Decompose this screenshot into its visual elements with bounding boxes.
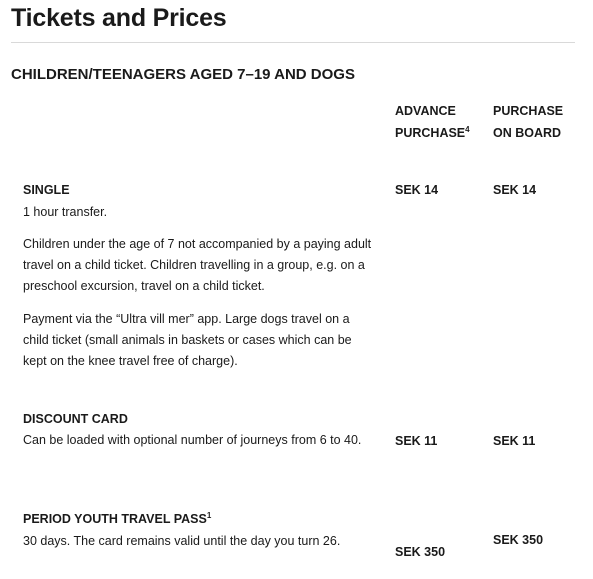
column-header-onboard-line1: PURCHASE [493, 104, 564, 118]
footnote-marker: 4 [465, 124, 470, 134]
ticket-name-discount-card: DISCOUNT CARD [23, 412, 128, 426]
page-title: Tickets and Prices [11, 4, 227, 32]
column-header-advance-line1: ADVANCE [395, 104, 456, 118]
ticket-name-single: SINGLE [23, 183, 70, 197]
column-header-purchase-on-board [493, 100, 563, 144]
ticket-name-period-youth-pass-label: PERIOD YOUTH TRAVEL PASS [23, 512, 207, 526]
section-heading: CHILDREN/TEENAGERS AGED 7–19 AND DOGS [11, 66, 355, 83]
footnote-marker: 1 [206, 510, 212, 520]
price-onboard-period-youth-pass: SEK 350 [493, 533, 544, 547]
ticket-description: Children under the age of 7 not accompanied by a paying adult travel on a child ticket. Children travelling in a group, e.g. on a preschool excursion, travel on a child ticket. [23, 237, 372, 293]
price-advance-single: SEK 14 [395, 183, 439, 197]
ticket-description: 30 days. The card remains valid until the day you turn 26. [23, 534, 341, 548]
ticket-description: Can be loaded with optional number of journeys from 6 to 40. [23, 433, 362, 447]
column-header-advance-line2: PURCHASE [395, 126, 466, 140]
price-advance-discount-card: SEK 11 [395, 434, 438, 448]
price-onboard-single: SEK 14 [493, 183, 537, 197]
column-header-advance-line2-wrap [395, 122, 470, 144]
price-onboard-discount-card: SEK 11 [493, 434, 536, 448]
price-advance-period-youth-pass: SEK 350 [395, 545, 446, 559]
ticket-name-period-youth-pass [23, 510, 211, 528]
ticket-description: Payment via the “Ultra vill mer” app. Large dogs travel on a child ticket (small animals in baskets or cases which can be kept on the knee travel free of charge). [23, 312, 352, 368]
title-divider [11, 42, 575, 43]
column-header-onboard-line2: ON BOARD [493, 126, 562, 140]
ticket-description: 1 hour transfer. [23, 205, 108, 219]
column-header-advance-purchase [395, 100, 470, 144]
